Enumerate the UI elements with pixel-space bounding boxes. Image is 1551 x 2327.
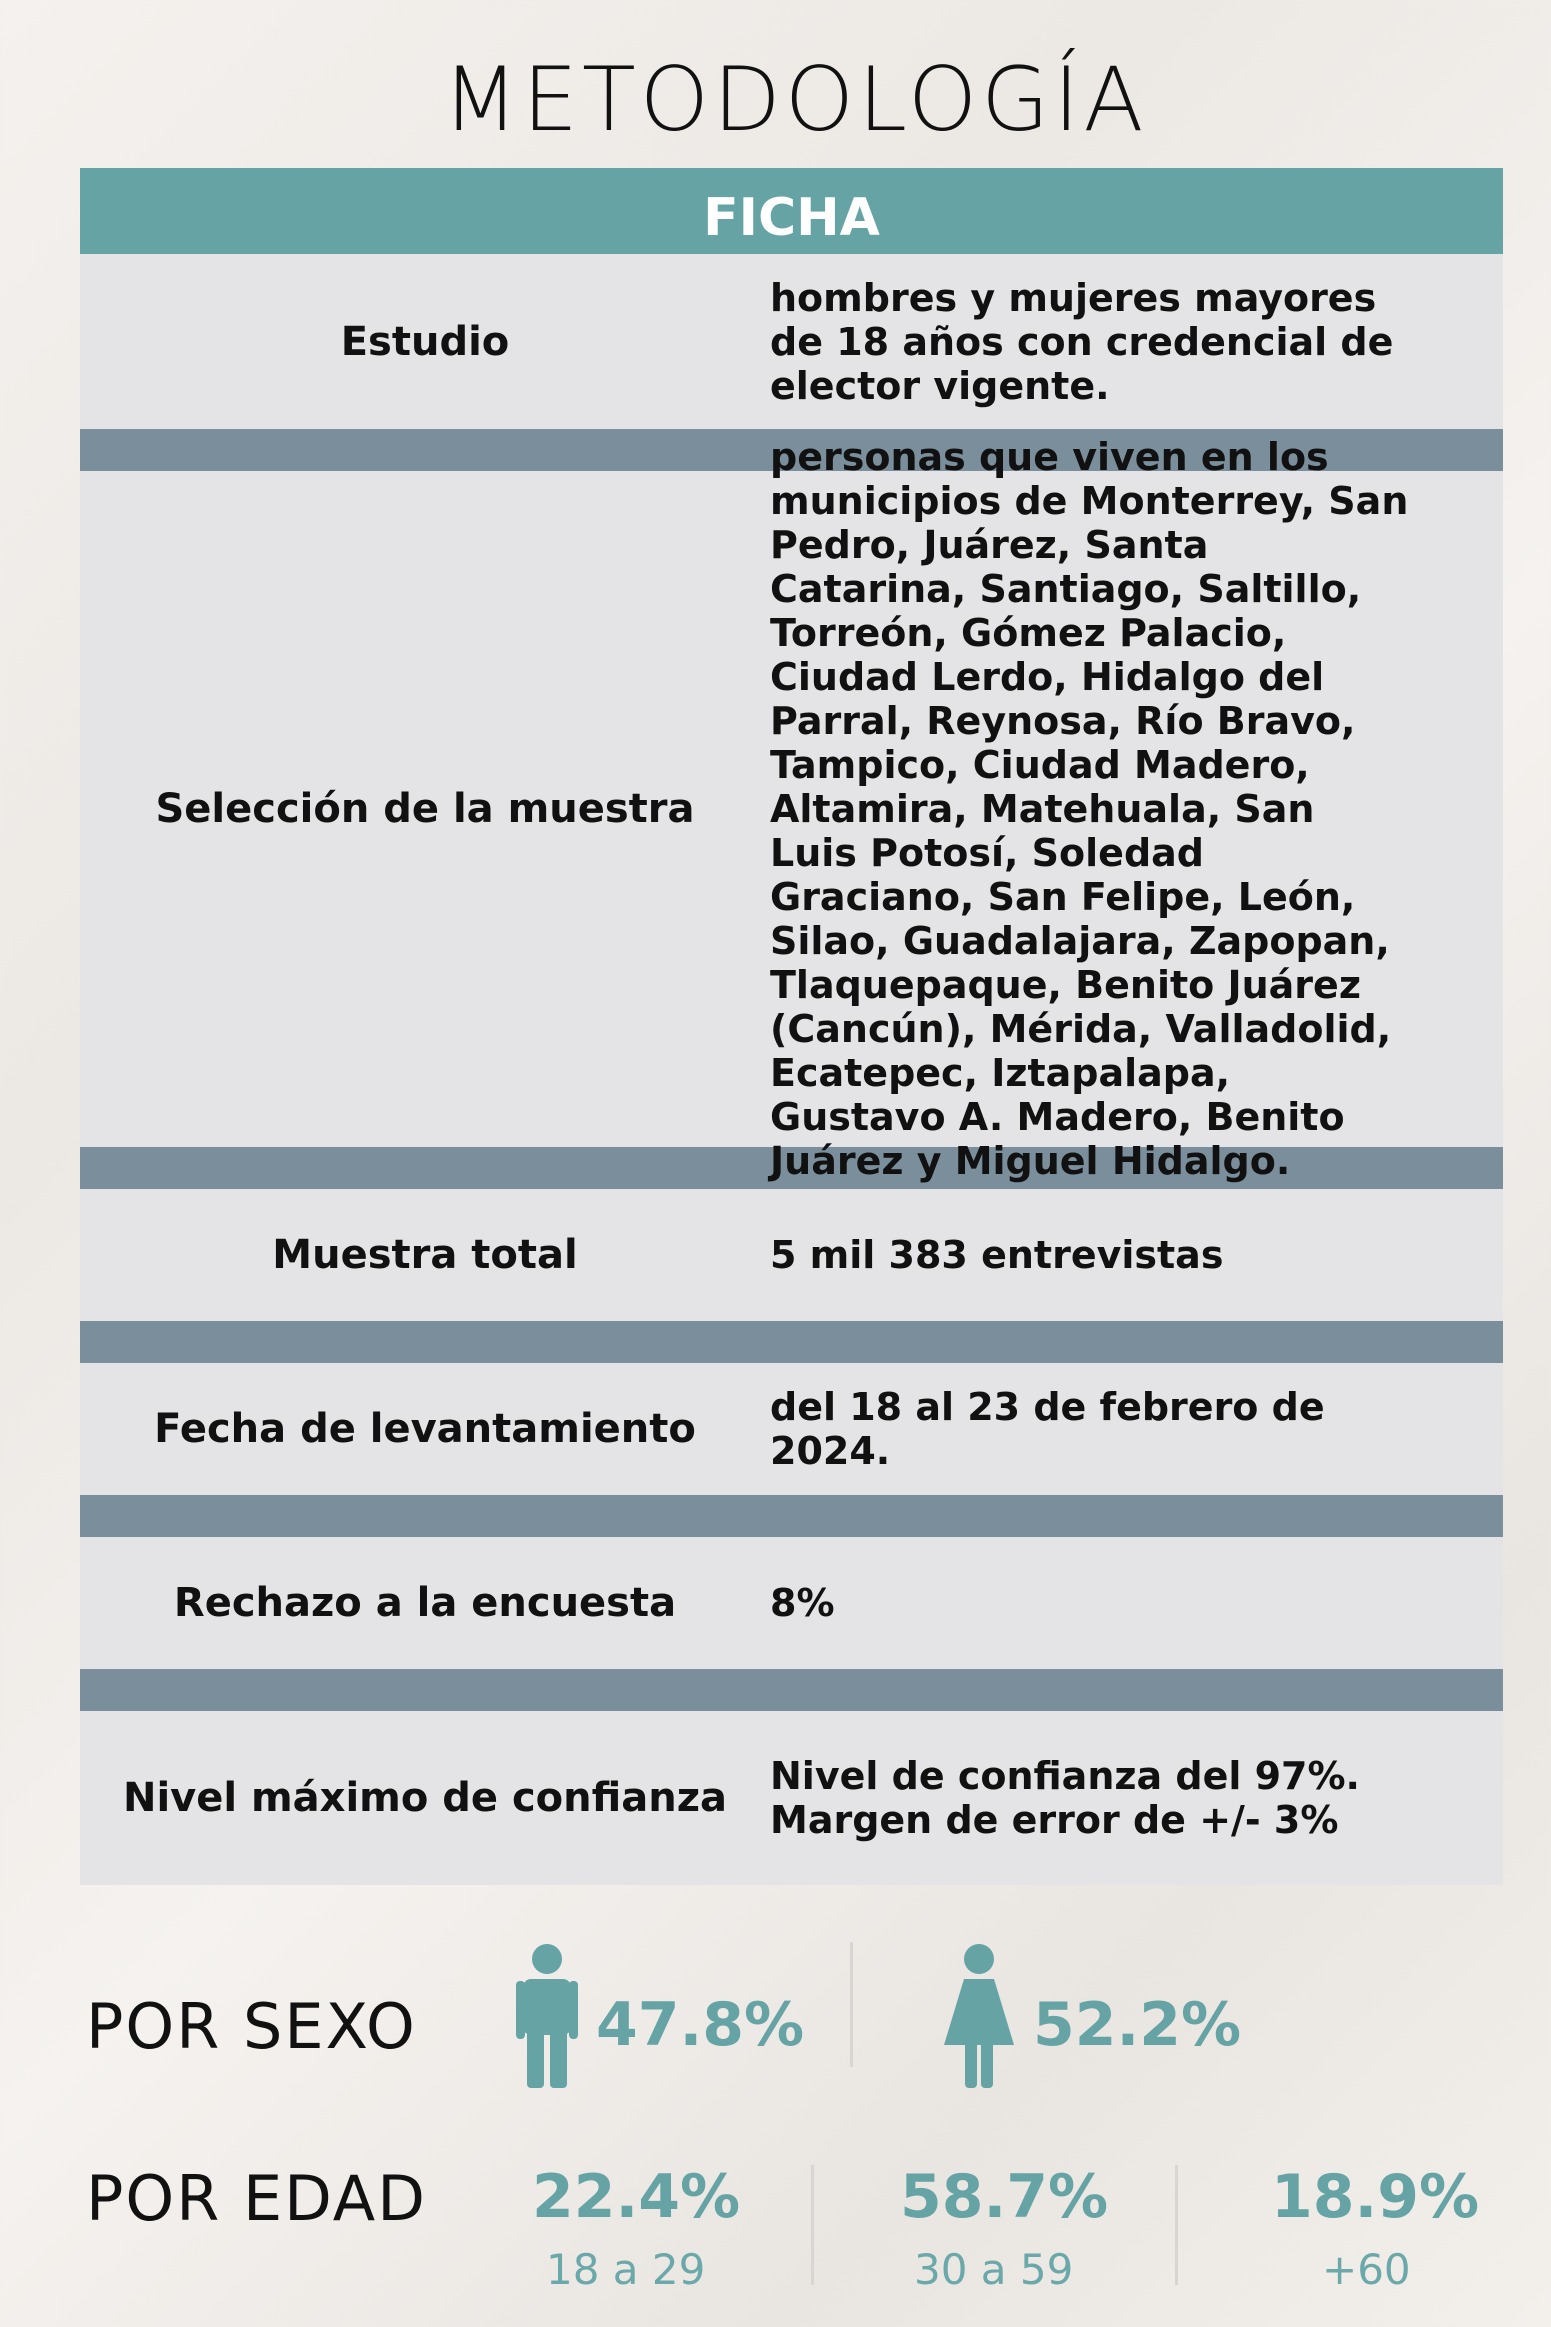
row-label: Fecha de levantamiento [154,1406,696,1452]
male-person-icon [516,1943,578,2088]
row-value: 8% [770,1581,835,1625]
by-age-label: POR EDAD [86,2162,427,2235]
female-person-icon [944,1943,1014,2088]
divider [850,1942,853,2067]
age-30-59-percentage: 58.7% [900,2162,1109,2232]
row-separator [80,1321,1503,1363]
divider [811,2165,814,2285]
row-seleccion-muestra [80,435,1503,1183]
error-margin-line: Margen de error de +/- 3% [770,1798,1339,1842]
by-sex-label: POR SEXO [86,1990,417,2063]
age-18-29-range: 18 a 29 [546,2245,706,2294]
row-label: Muestra total [272,1232,578,1278]
row-estudio [80,254,1503,429]
row-value [770,1754,1410,1842]
row-muestra-total [80,1189,1503,1321]
age-60-plus-percentage: 18.9% [1271,2162,1480,2232]
row-label: Estudio [340,318,510,365]
age-60-plus-range: +60 [1322,2245,1411,2294]
ficha-header: FICHA [80,168,1503,254]
age-18-29-percentage: 22.4% [532,2162,741,2232]
methodology-table [80,168,1503,1885]
page-title: METODOLOGÍA [442,48,1148,151]
confidence-line: Nivel de confianza del 97%. [770,1754,1360,1798]
male-percentage: 47.8% [596,1990,805,2060]
row-separator [80,1669,1503,1711]
age-30-59-range: 30 a 59 [914,2245,1074,2294]
row-value: hombres y mujeres mayores de 18 años con credencial de elector vigente. [770,275,1394,408]
row-label: Selección de la muestra [155,786,695,832]
row-separator [80,1495,1503,1537]
row-fecha-levantamiento [80,1363,1503,1495]
row-nivel-confianza [80,1711,1503,1885]
row-value: 5 mil 383 entrevistas [770,1233,1224,1277]
row-value: personas que viven en los municipios de Monterrey, San Pedro, Juárez, Santa Catarina, Santiago, Saltillo, Torreón, Gómez Palacio, Ciudad Lerdo, Hidalgo del Parral, Reynosa, Río Bravo, Tampico, Ciudad Madero, Altamira, Matehuala, San Luis Potosí, Soledad Graciano, San Felipe, León, Silao, Guadalajara, Zapopan, Tlaquepaque, Benito Juárez (Cancún), Mérida, Valladolid, Ecatepec, Iztapalapa, Gustavo A. Madero, Benito Juárez y Miguel Hidalgo. [770,435,1409,1183]
row-value: del 18 al 23 de febrero de 2024. [770,1385,1325,1473]
row-label: Rechazo a la encuesta [173,1580,677,1626]
row-label: Nivel máximo de confianza [122,1775,728,1821]
divider [1175,2165,1178,2285]
female-percentage: 52.2% [1033,1990,1242,2060]
row-rechazo-encuesta [80,1537,1503,1669]
